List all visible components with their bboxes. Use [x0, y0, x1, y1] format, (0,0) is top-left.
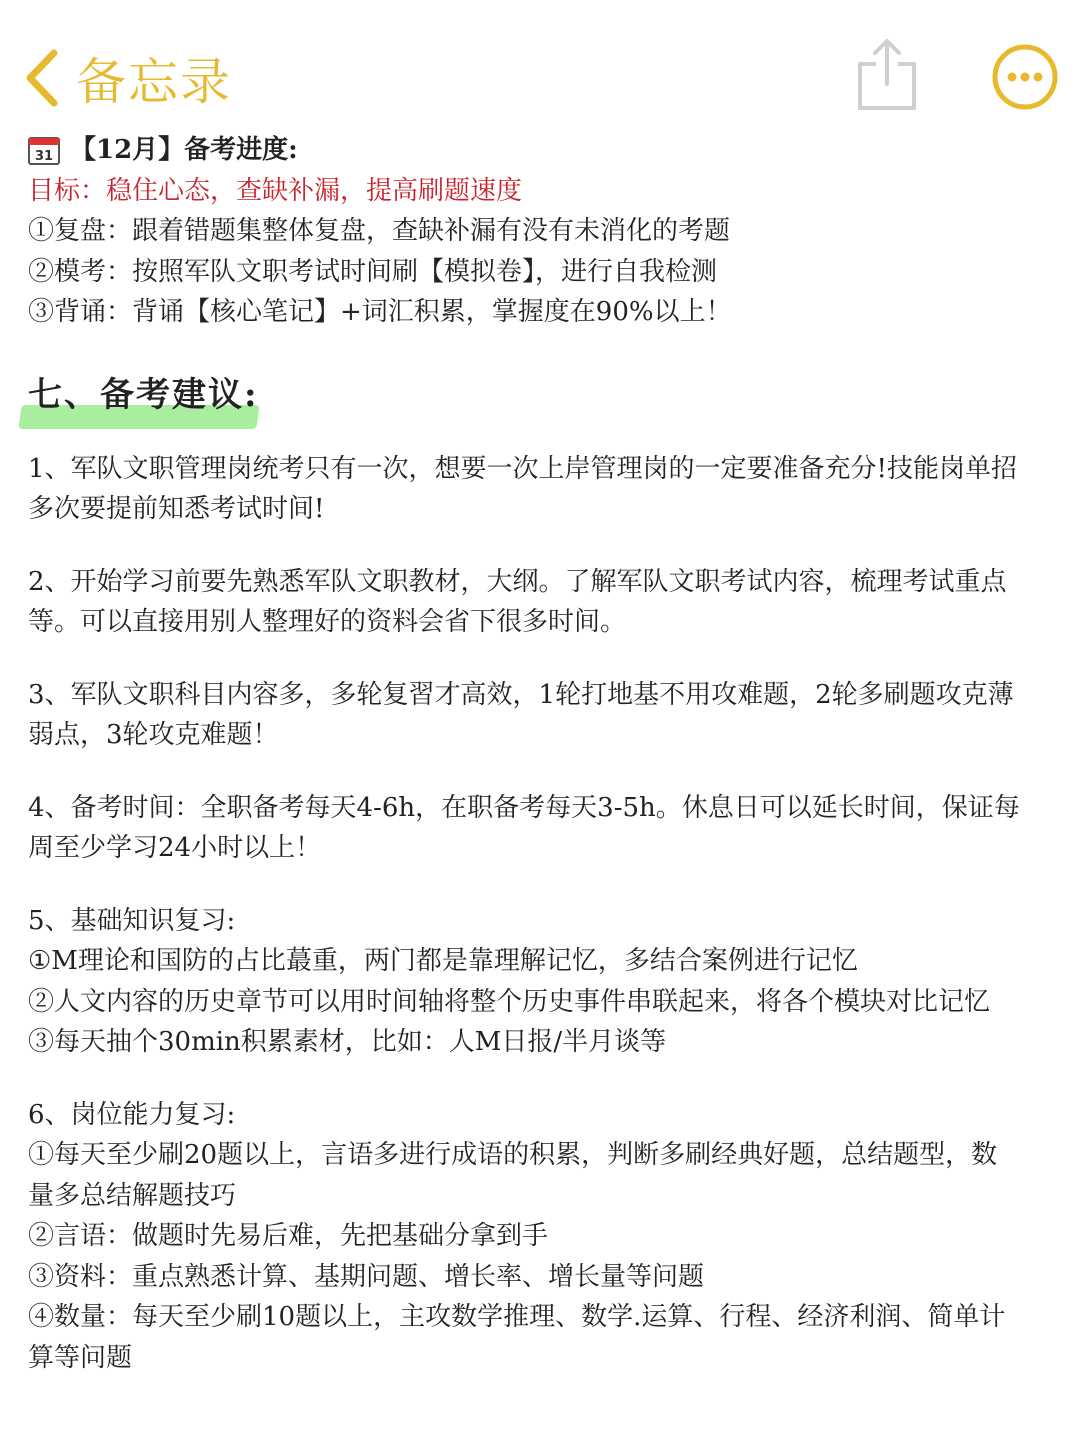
back-button[interactable] — [22, 42, 232, 114]
tip-line: ②言语：做题时先易后难，先把基础分拿到手 — [28, 1221, 549, 1251]
tip-line: 量多总结解题技巧 — [28, 1180, 237, 1211]
tip-paragraph — [28, 788, 1058, 869]
tip-line: ①每天至少刷20题以上，言语多进行成语的积累，判断多刷经典好题，总结题型，数 — [28, 1140, 998, 1170]
chevron-left-icon — [22, 47, 62, 109]
calendar-day: 31 — [34, 149, 54, 165]
tip-line: 弱点，3轮攻克难题！ — [28, 720, 279, 750]
tip-line: 周至少学习24小时以上！ — [28, 833, 322, 863]
tip-line: ①M理论和国防的占比蕞重，两门都是靠理解记忆，多结合案例进行记忆 — [28, 946, 858, 976]
tip-line: 多次要提前知悉考试时间! — [28, 494, 325, 524]
tip-line: 3、军队文职科目内容多，多轮复習才高效，1轮打地基不用攻难题，2轮多刷题攻克薄 — [28, 679, 1014, 710]
tip-paragraph — [28, 675, 1058, 756]
tip-line: ③每天抽个30min积累素材，比如：人M日报/半月谈等 — [28, 1027, 667, 1057]
tip-line: 1、军队文职管理岗统考只有一次，想要一次上岸管理岗的一定要准备充分!技能岗单招 — [28, 453, 1017, 484]
share-button[interactable] — [856, 36, 918, 118]
progress-heading-row — [28, 130, 1058, 171]
section-title: 七、备考建议: — [28, 374, 259, 415]
tip-line: ②人文内容的历史章节可以用时间轴将整个历史事件串联起来，将各个模块对比记忆 — [28, 986, 991, 1017]
tip-line: 2、开始学习前要先熟悉军队文职教材，大纲。了解军队文职考试内容，梳理考试重点 — [28, 566, 1007, 597]
more-icon — [990, 42, 1060, 112]
more-button[interactable] — [990, 42, 1060, 116]
tip-paragraph — [28, 901, 1058, 1063]
tip-line: 4、备考时间：全职备考每天4-6h，在职备考每天3-5h。休息日可以延长时间，保证每 — [28, 792, 1020, 823]
tip-line: ③资料：重点熟悉计算、基期问题、增长率、增长量等问题 — [28, 1261, 705, 1292]
back-label: 备忘录 — [76, 53, 232, 111]
tip-line: 等。可以直接用别人整理好的资料会省下很多时间。 — [28, 607, 627, 637]
progress-item: ①复盘：跟着错题集整体复盘，查缺补漏有没有未消化的考题 — [28, 216, 731, 246]
tip-line: ④数量：每天至少刷10题以上，主攻数学推理、数学.运算、行程、经济利润、简单计 — [28, 1302, 1006, 1332]
navigation-bar — [0, 0, 1080, 130]
share-icon — [856, 36, 918, 114]
tip-line: 算等问题 — [28, 1342, 133, 1373]
progress-heading: 【12月】备考进度: — [70, 135, 298, 165]
tip-paragraph — [28, 449, 1058, 530]
tip-paragraph — [28, 1095, 1058, 1379]
progress-goal: 目标：稳住心态，查缺补漏，提高刷题速度 — [28, 175, 523, 206]
calendar-icon — [28, 135, 60, 165]
note-body[interactable] — [28, 130, 1058, 1378]
tip-line: 6、岗位能力复习: — [28, 1099, 236, 1130]
tip-line: 5、基础知识复习: — [28, 905, 236, 936]
section-heading — [28, 369, 1058, 429]
tip-paragraph — [28, 562, 1058, 643]
progress-item: ③背诵：背诵【核心笔记】+词汇积累，掌握度在90%以上！ — [28, 297, 732, 327]
progress-item: ②模考：按照军队文职考试时间刷【模拟卷】，进行自我检测 — [28, 256, 718, 287]
